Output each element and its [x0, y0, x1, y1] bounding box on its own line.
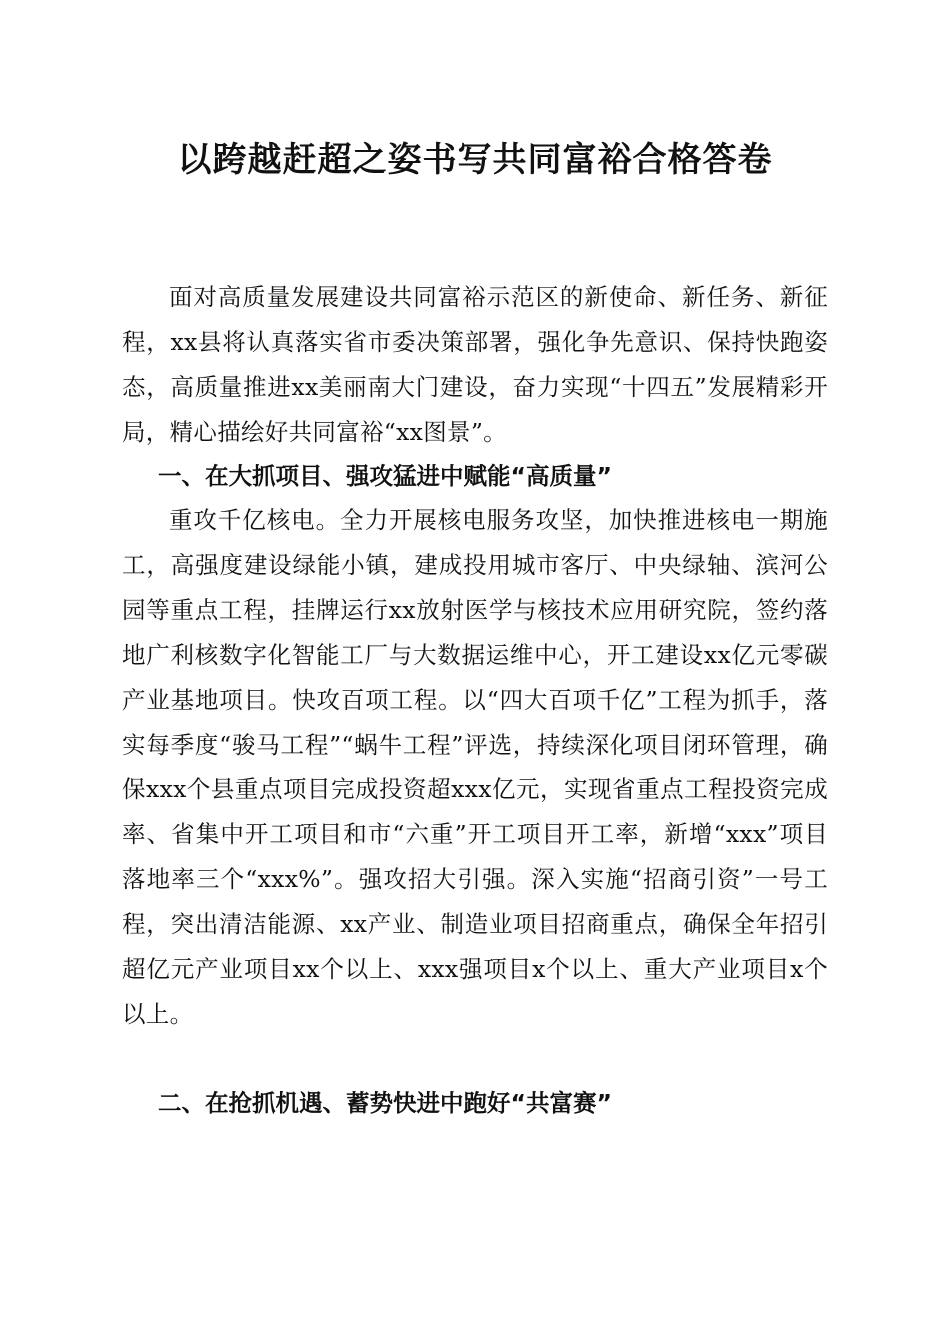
section-paragraph-1: 重攻千亿核电。全力开展核电服务攻坚，加快推进核电一期施工，高强度建设绿能小镇，建成投用城市客厅、中央绿轴、滨河公园等重点工程，挂牌运行xx放射医学与核技术应用研究院，签约落地广利核数字化智能工厂与大数据运维中心，开工建设xx亿元零碳产业基地项目。快攻百项工程。以“四大百项千亿”工程为抓手，落实每季度“骏马工程”“蜗牛工程”评选，持续深化项目闭环管理，确保xxx个县重点项目完成投资超xxx亿元，实现省重点工程投资完成率、省集中开工项目和市“六重”开工项目开工率，新增“xxx”项目落地率三个“xxx%”。强攻招大引强。深入实施“招商引资”一号工程，突出清洁能源、xx产业、制造业项目招商重点，确保全年招引超亿元产业项目xx个以上、xxx强项目x个以上、重大产业项目x个以上。 — [122, 506, 828, 1028]
section-heading-2: 二、在抢抓机遇、蓄势快进中跑好“共富赛” — [158, 1089, 612, 1117]
section-heading-1: 一、在大抓项目、强攻猛进中赋能“高质量” — [158, 462, 612, 490]
document-title: 以跨越赶超之姿书写共同富裕合格答卷 — [177, 140, 773, 180]
intro-paragraph: 面对高质量发展建设共同富裕示范区的新使命、新任务、新征程，xx县将认真落实省市委决策部署，强化争先意识、保持快跑姿态，高质量推进xx美丽南大门建设，奋力实现“十四五”发展精彩开局，精心描绘好共同富裕“xx图景”。 — [122, 283, 828, 446]
